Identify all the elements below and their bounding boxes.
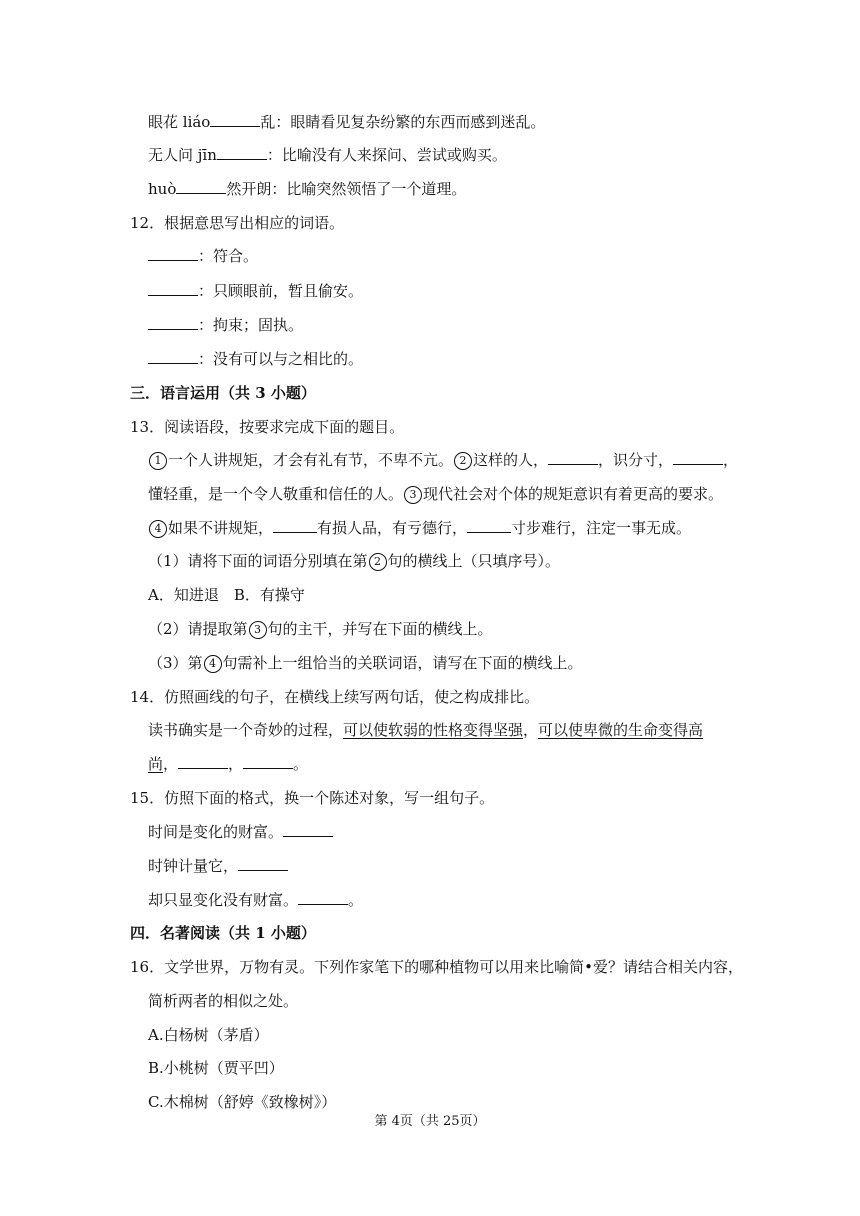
- text: （1）请将下面的词语分别填在第: [148, 552, 368, 570]
- blank: [148, 246, 198, 261]
- text: 寸步难行，注定一事无成。: [511, 519, 692, 537]
- blank: [210, 112, 260, 127]
- question-16: 16．文学世界，万物有灵。下列作家笔下的哪种植物可以用来比喻简•爱？请结合相关内容，: [130, 958, 743, 976]
- text: ：没有可以与之相比的。: [198, 350, 364, 368]
- blank: [273, 518, 317, 533]
- text: 句的横线上（只填序号）。: [387, 552, 561, 570]
- text: ：拘束；固执。: [198, 316, 304, 334]
- circled-number: 4: [204, 655, 222, 673]
- page-footer: 第 4页（共 25页）: [374, 1114, 486, 1129]
- question-13: 13．阅读语段，按要求完成下面的题目。: [130, 418, 405, 436]
- text-line: [148, 450, 738, 470]
- text: 乱：眼睛看见复杂纷繁的东西而感到迷乱。: [260, 113, 546, 131]
- text-line: [148, 822, 333, 842]
- blank: [467, 518, 511, 533]
- text: 现代社会对个体的规矩意识有着更高的要求。: [423, 485, 724, 503]
- blank: [178, 754, 228, 769]
- blank: [148, 281, 198, 296]
- question-15: 15．仿照下面的格式，换一个陈述对象，写一组句子。: [130, 789, 495, 807]
- blank: [217, 145, 267, 160]
- question-14: 14．仿照画线的句子，在横线上续写两句话，使之构成排比。: [130, 688, 540, 706]
- underlined-text: 尚: [148, 755, 164, 773]
- text-line: [148, 112, 545, 132]
- text: 。: [348, 891, 364, 909]
- circled-number: 3: [404, 486, 422, 504]
- option-a: A.白杨树（茅盾）: [148, 1026, 269, 1044]
- circled-number: 4: [149, 520, 167, 538]
- text-line: [148, 484, 723, 504]
- text-line: [148, 349, 363, 369]
- text-line: [148, 754, 308, 774]
- blank: [243, 754, 293, 769]
- blank: [238, 856, 288, 871]
- circled-number: 3: [249, 621, 267, 639]
- text-line: [148, 890, 363, 910]
- text: ，: [228, 755, 244, 773]
- text: 句的主干，并写在下面的横线上。: [267, 620, 493, 638]
- text-line: [148, 720, 703, 740]
- blank: [548, 450, 598, 465]
- text-line: [148, 281, 363, 301]
- text-line: [148, 619, 493, 639]
- option-c: C.木棉树（舒婷《致橡树》）: [148, 1093, 337, 1111]
- section-heading: 四．名著阅读（共 1 小题）: [130, 924, 316, 942]
- circled-number: 2: [454, 452, 472, 470]
- text: 然开朗：比喻突然领悟了一个道理。: [226, 180, 467, 198]
- text: ，: [523, 721, 539, 739]
- underlined-text: 可以使卑微的生命变得高: [538, 721, 704, 739]
- text-line: 简析两者的相似之处。: [148, 992, 299, 1010]
- text: 一个人讲规矩，才会有礼有节，不卑不亢。: [168, 451, 454, 469]
- text: ，: [723, 451, 739, 469]
- text: ：比喻没有人来探问、尝试或购买。: [266, 146, 507, 164]
- option-b: B.小桃树（贾平凹）: [148, 1059, 284, 1077]
- question-12: 12．根据意思写出相应的词语。: [130, 214, 345, 232]
- text-line: [148, 551, 560, 571]
- text: 眼花 liáo: [148, 113, 211, 131]
- text: ：符合。: [198, 247, 259, 265]
- text: 句需补上一组恰当的关联词语，请写在下面的横线上。: [222, 654, 583, 672]
- text-line: [148, 145, 507, 165]
- text: 这样的人，: [473, 451, 549, 469]
- section-heading: 三．语言运用（共 3 小题）: [130, 384, 316, 402]
- text: ，识分寸，: [598, 451, 674, 469]
- text-line: [148, 653, 583, 673]
- circled-number: 1: [149, 452, 167, 470]
- underlined-text: 可以使软弱的性格变得坚强: [343, 721, 524, 739]
- text-line: [148, 856, 288, 876]
- blank: [148, 315, 198, 330]
- text: ，: [163, 755, 179, 773]
- blank: [283, 822, 333, 837]
- text: （2）请提取第: [148, 620, 248, 638]
- text: 却只显变化没有财富。: [148, 891, 299, 909]
- text: 读书确实是一个奇妙的过程，: [148, 721, 344, 739]
- text: 。: [293, 755, 309, 773]
- text: 时钟计量它，: [148, 857, 239, 875]
- text: 有损人品，有亏德行，: [317, 519, 468, 537]
- text: ：只顾眼前，暂且偷安。: [198, 282, 364, 300]
- text-line: [148, 179, 466, 199]
- text: 无人问 jīn: [148, 146, 217, 164]
- text: 如果不讲规矩，: [168, 519, 274, 537]
- text: 懂轻重，是一个令人敬重和信任的人。: [148, 485, 404, 503]
- text: （3）第: [148, 654, 203, 672]
- blank: [148, 349, 198, 364]
- blank: [176, 179, 226, 194]
- blank: [298, 890, 348, 905]
- options-line: A．知进退 B．有操守: [148, 586, 305, 604]
- text-line: [148, 518, 691, 538]
- circled-number: 2: [369, 553, 387, 571]
- text: huò: [148, 180, 177, 198]
- text-line: [148, 315, 303, 335]
- blank: [673, 450, 723, 465]
- text: 时间是变化的财富。: [148, 823, 284, 841]
- text-line: [148, 246, 258, 266]
